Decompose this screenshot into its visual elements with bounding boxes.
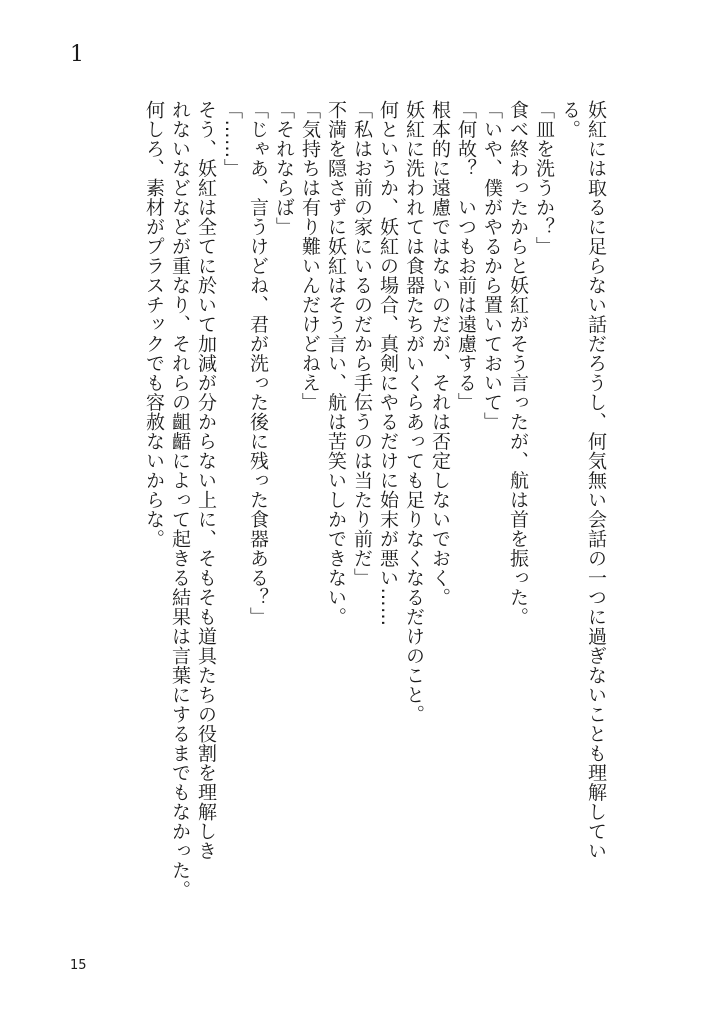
paragraph: 何しろ、素材がプラスチックでも容赦ないからな。 (143, 100, 165, 549)
paragraph: 「それならば」 (273, 100, 295, 237)
page-number: 15 (70, 958, 87, 973)
paragraph: そう、妖紅は全てに於いて加減が分からない上に、そもそも道具たちの役割を理解しき (195, 100, 217, 861)
paragraph: 「じゃあ、言うけどね、君が洗った後に残った食器ある？」 (247, 100, 269, 627)
chapter-number: 1 (70, 42, 84, 67)
paragraph: 「いや、僕がやるから置いておいて」 (481, 100, 503, 432)
paragraph: 「何故？ いつもお前は遠慮する」 (455, 100, 477, 412)
page-body (141, 100, 609, 950)
paragraph: 根本的に遠慮ではないのだが、それは否定しないでおく。 (429, 100, 451, 607)
paragraph: 「皿を洗うか？」 (533, 100, 555, 256)
paragraph: 妖紅に洗われては食器たちがいくらあっても足りなくなるだけのこと。 (403, 100, 425, 724)
paragraph: 「気持ちは有り難いんだけどねえ」 (299, 100, 321, 412)
paragraph: 「……」 (221, 100, 243, 178)
paragraph: 何というか、妖紅の場合、真剣にやるだけに始末が悪い…… (377, 100, 399, 627)
paragraph: る。 (559, 100, 581, 139)
paragraph: 不満を隠さずに妖紅はそう言い、航は苦笑いしかできない。 (325, 100, 347, 627)
paragraph: 「私はお前の家にいるのだから手伝うのは当たり前だ」 (351, 100, 373, 588)
paragraph: れないなどなどが重なり、それらの齟齬によって起きる結果は言葉にするまでもなかった。 (169, 100, 191, 900)
paragraph: 食べ終わったからと妖紅がそう言ったが、航は首を振った。 (507, 100, 529, 627)
paragraph: 妖紅には取るに足らない話だろうし、何気無い会話の一つに過ぎないことも理解してい (585, 100, 607, 861)
